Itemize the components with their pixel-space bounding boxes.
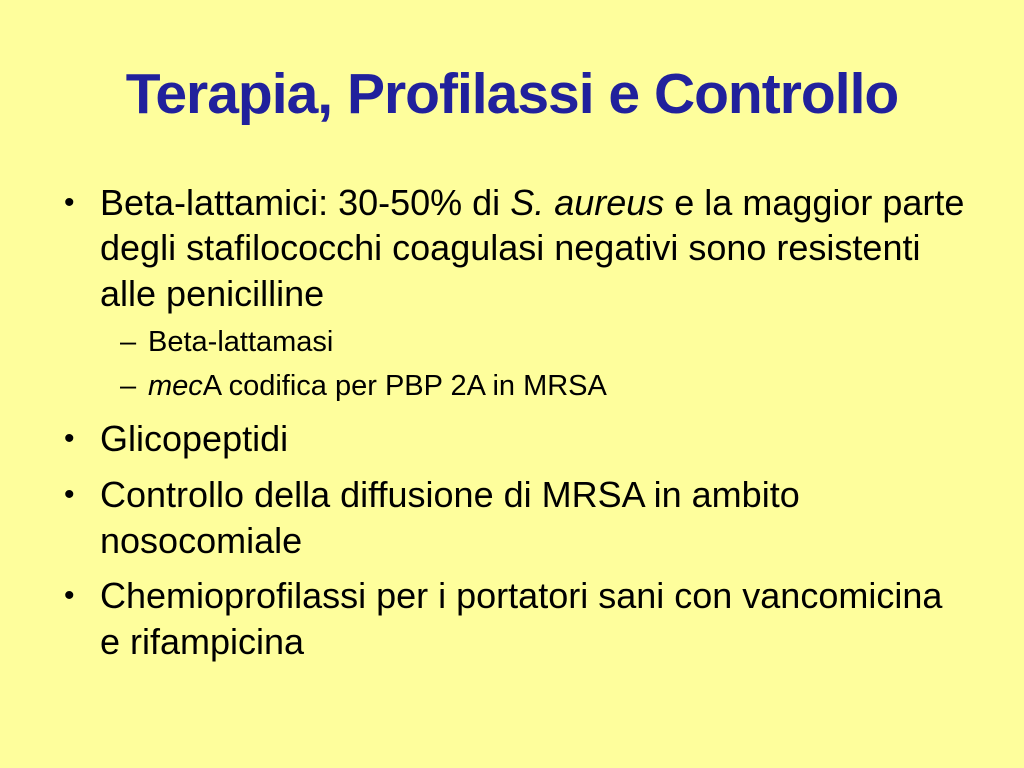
bullet-marker: •	[64, 579, 75, 613]
bullet-item	[64, 416, 968, 462]
text-segment: A codifica per PBP 2A in MRSA	[202, 370, 607, 403]
bullet-item	[64, 472, 968, 563]
italic-text-segment: S. aureus	[510, 181, 665, 223]
bullet-text	[100, 180, 968, 317]
text-segment: e la maggior parte degli stafilococchi coagulasi negativi sono resistenti alle penicilline	[100, 181, 965, 314]
dash-marker: –	[120, 370, 137, 403]
dash-marker: –	[120, 325, 137, 358]
bullet-text	[100, 472, 968, 563]
text-segment: Glicopeptidi	[100, 418, 289, 460]
bullet-text	[148, 368, 968, 406]
text-segment: Chemioprofilassi per i portatori sani con vancomicina e rifampicina	[100, 575, 943, 662]
bullet-list	[0, 180, 1024, 665]
slide-title: Terapia, Profilassi e Controllo	[125, 62, 899, 126]
bullet-text	[148, 324, 968, 362]
bullet-text	[100, 416, 968, 462]
sub-bullet-item	[120, 368, 968, 406]
text-segment: Controllo della diffusione di MRSA in ambito nosocomiale	[100, 473, 800, 561]
bullet-marker: •	[64, 422, 75, 456]
italic-text-segment: mec	[148, 370, 203, 403]
text-segment: Beta-lattamici: 30-50% di	[100, 181, 511, 223]
bullet-marker: •	[64, 185, 75, 219]
bullet-item	[64, 180, 968, 317]
bullet-marker: •	[64, 477, 75, 511]
bullet-text	[100, 573, 968, 664]
text-segment: Beta-lattamasi	[148, 325, 334, 358]
sub-bullet-item	[120, 324, 968, 362]
bullet-item	[64, 573, 968, 664]
